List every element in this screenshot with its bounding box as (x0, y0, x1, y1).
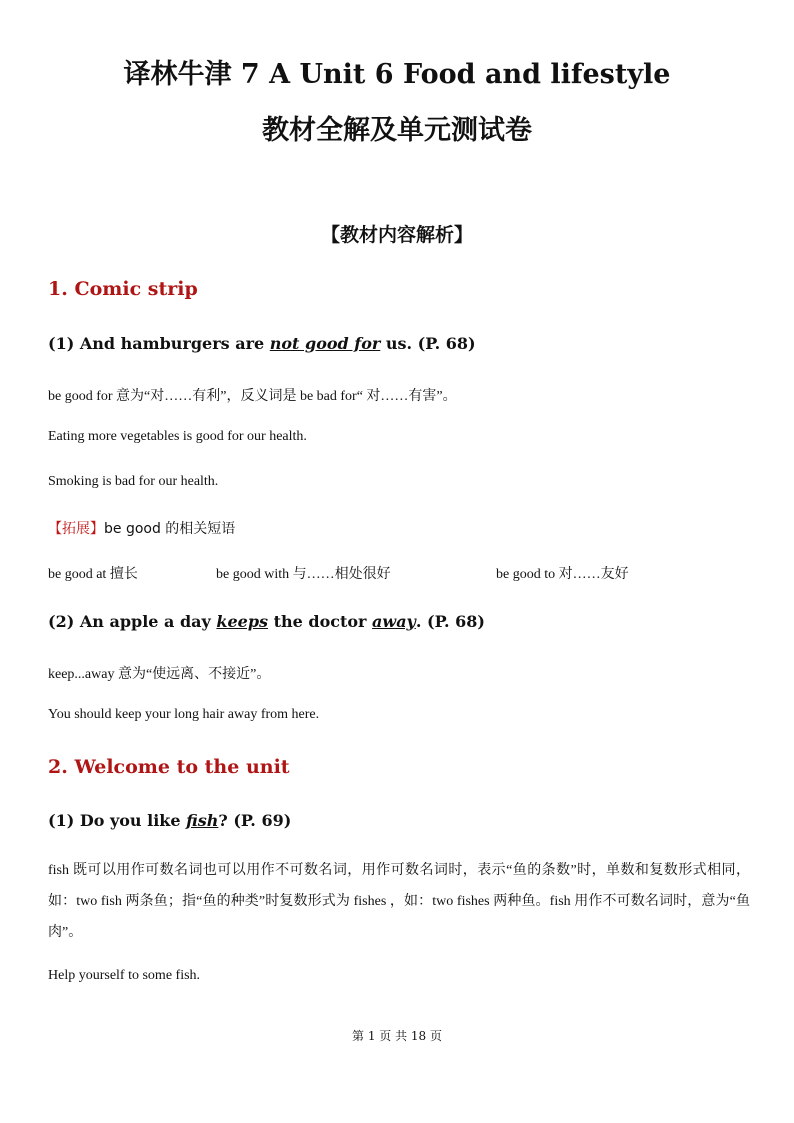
example-sentence: You should keep your long hair away from here. (48, 707, 320, 722)
extension-text: be good 的相关短语 (104, 521, 236, 537)
item-text: the doctor (268, 612, 373, 631)
phrase-item: be good with 与……相处很好 (216, 567, 391, 582)
item-keyword: not good for (269, 334, 381, 353)
section-1-heading: 1. Comic strip (48, 278, 198, 300)
item-text: (1) And hamburgers are (48, 334, 270, 353)
section-heading: 【教材内容解析】 (320, 224, 473, 246)
explanation-line: be good for 意为“对……有利”，反义词是 be bad for“ 对……有害”。 (48, 389, 457, 404)
phrase-item: be good to 对……友好 (496, 567, 629, 582)
item-keyword: away (372, 612, 416, 631)
item-keyword: keeps (216, 612, 269, 631)
item-text: . (P. 68) (415, 612, 485, 631)
page-footer: 第 1 页 共 18 页 (352, 1029, 442, 1043)
example-sentence: Smoking is bad for our health. (48, 474, 219, 489)
explanation-line: keep...away 意为“使远离、不接近”。 (48, 667, 271, 682)
item-2-1 (48, 811, 291, 830)
item-text: us. (P. 68) (380, 334, 476, 353)
example-sentence: Eating more vegetables is good for our health. (48, 429, 307, 444)
item-text: ? (P. 69) (218, 811, 292, 830)
phrase-item: be good at 擅长 (48, 567, 138, 582)
item-text: (1) Do you like (48, 811, 187, 830)
document-title: 译林牛津 7 A Unit 6 Food and lifestyle (123, 59, 671, 90)
item-text: (2) An apple a day (48, 612, 217, 631)
document-subtitle: 教材全解及单元测试卷 (262, 115, 532, 146)
item-keyword: fish (186, 811, 219, 830)
item-1-2 (48, 612, 485, 631)
extension-tag: 【拓展】 (48, 521, 104, 537)
example-sentence: Help yourself to some fish. (48, 968, 201, 983)
section-2-heading: 2. Welcome to the unit (48, 756, 290, 778)
extension-line (48, 518, 235, 538)
explanation-paragraph: fish 既可以用作可数名词也可以用作不可数名词，用作可数名词时，表示“鱼的条数”时，单数和复数形式相同，如：two fish 两条鱼；指“鱼的种类”时复数形式为 fishes ，如：two fishes 两种鱼。fish 用作不可数名词时，意为“鱼肉”。 (48, 863, 750, 940)
item-1-1 (48, 334, 476, 353)
